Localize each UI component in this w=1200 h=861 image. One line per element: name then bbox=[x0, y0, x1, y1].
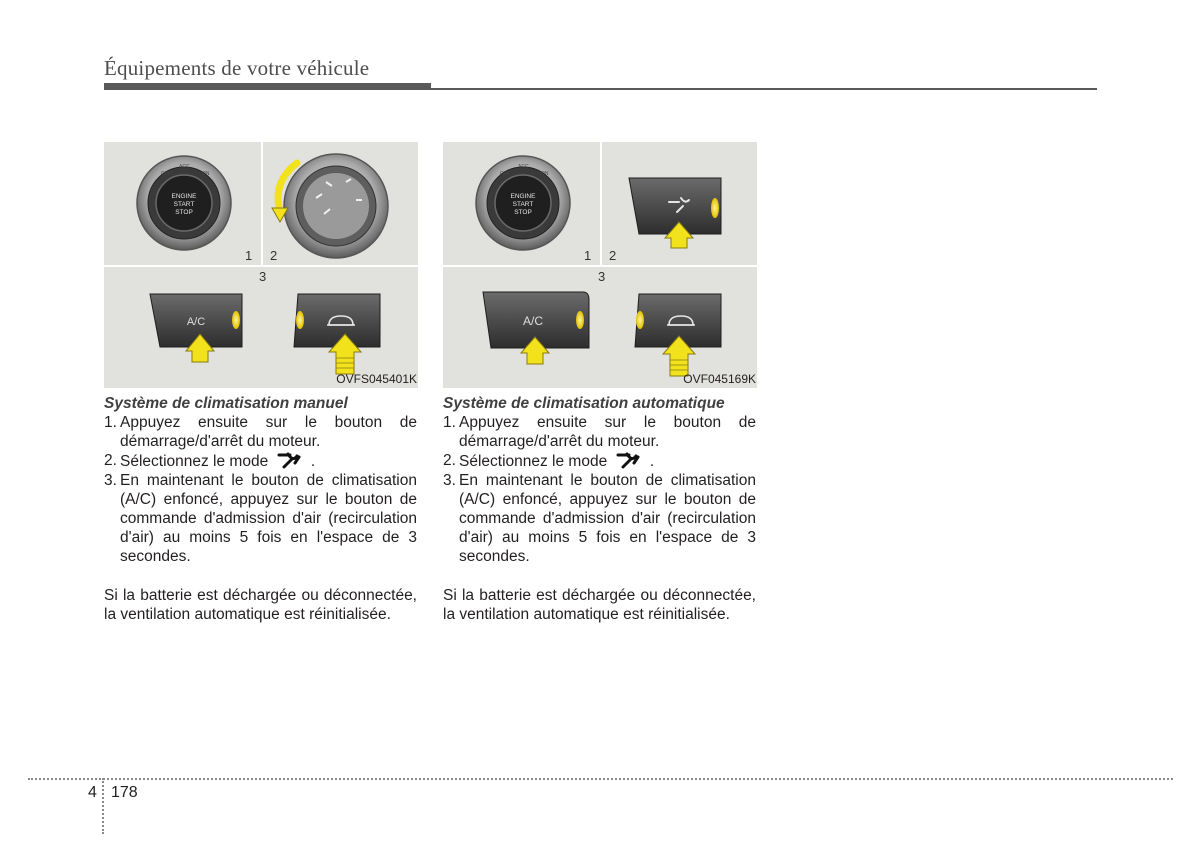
engine-label: ENGINE bbox=[171, 193, 197, 200]
stop-label: STOP bbox=[514, 209, 532, 216]
step-number: 1. bbox=[443, 414, 456, 431]
start-label: START bbox=[173, 201, 195, 208]
page-number: 178 bbox=[111, 784, 138, 801]
figure-code: OVF045169K bbox=[683, 372, 756, 386]
section-automatic bbox=[443, 394, 756, 624]
step-text-after: . bbox=[310, 453, 316, 470]
floor-vent-mode-icon bbox=[275, 451, 305, 469]
battery-note: Si la batterie est déchargée ou déconnectée, la ventilation automatique est réinitialisée. bbox=[443, 587, 756, 623]
step-text bbox=[459, 451, 756, 471]
step-number: 2. bbox=[443, 452, 456, 469]
step-item bbox=[443, 413, 756, 451]
step-item bbox=[443, 451, 756, 471]
off-label: OFF bbox=[161, 171, 171, 177]
header-rule-thin bbox=[431, 88, 1097, 90]
step-text bbox=[120, 451, 417, 471]
step-text-before: Sélectionnez le mode bbox=[459, 453, 608, 470]
page-header-title: Équipements de votre véhicule bbox=[104, 56, 370, 80]
step-text: En maintenant le bouton de climatisation (A/C) enfoncé, appuyez sur le bouton de commande d'admission d'air (recirculation d'air) au moins 5 fois en l'espace de 3 secondes. bbox=[459, 472, 756, 565]
off-label: OFF bbox=[500, 171, 510, 177]
section-subtitle: Système de climatisation manuel bbox=[104, 395, 348, 412]
engine-start-stop-button bbox=[476, 156, 570, 250]
header-rule-thick bbox=[104, 83, 431, 90]
chapter-number: 4 bbox=[88, 784, 97, 801]
section-subtitle: Système de climatisation automatique bbox=[443, 395, 725, 412]
acc-label: ACC bbox=[179, 164, 190, 170]
figure-illustration bbox=[443, 142, 757, 388]
step-text-before: Sélectionnez le mode bbox=[120, 453, 269, 470]
step-number: 3. bbox=[443, 472, 456, 489]
label-1: 1 bbox=[245, 248, 253, 263]
step-item bbox=[104, 471, 417, 566]
acc-label: ACC bbox=[518, 164, 529, 170]
on-label: ON bbox=[202, 171, 210, 177]
battery-note: Si la batterie est déchargée ou déconnectée, la ventilation automatique est réinitialisée. bbox=[104, 587, 417, 623]
step-text-after: . bbox=[649, 453, 655, 470]
steps-list bbox=[443, 413, 756, 566]
label-2: 2 bbox=[609, 248, 617, 263]
step-text: En maintenant le bouton de climatisation (A/C) enfoncé, appuyez sur le bouton de commande d'admission d'air (recirculation d'air) au moins 5 fois en l'espace de 3 secondes. bbox=[120, 472, 417, 565]
step-item bbox=[104, 451, 417, 471]
step-item bbox=[104, 413, 417, 451]
step-number: 1. bbox=[104, 414, 117, 431]
steps-list bbox=[104, 413, 417, 566]
mode-button bbox=[629, 178, 721, 234]
ac-label: A/C bbox=[186, 316, 206, 328]
footer-dotted-divider bbox=[102, 778, 104, 834]
engine-label: ENGINE bbox=[510, 193, 536, 200]
section-manual bbox=[104, 394, 417, 624]
air-recirculation-button bbox=[294, 294, 380, 347]
step-number: 3. bbox=[104, 472, 117, 489]
floor-vent-mode-icon bbox=[614, 451, 644, 469]
figure-code: OVFS045401K bbox=[336, 372, 417, 386]
figure-automatic-climate bbox=[443, 142, 757, 388]
label-3: 3 bbox=[598, 269, 606, 284]
step-text: Appuyez ensuite sur le bouton de démarrage/d'arrêt du moteur. bbox=[459, 414, 756, 450]
footer-dotted-rule bbox=[28, 778, 1173, 780]
figure-manual-climate bbox=[104, 142, 418, 388]
on-label: ON bbox=[541, 171, 549, 177]
step-number: 2. bbox=[104, 452, 117, 469]
ac-label: A/C bbox=[522, 314, 544, 328]
stop-label: STOP bbox=[175, 209, 193, 216]
start-label: START bbox=[512, 201, 534, 208]
step-item bbox=[443, 471, 756, 566]
label-2: 2 bbox=[270, 248, 278, 263]
label-3: 3 bbox=[259, 269, 267, 284]
figure-illustration bbox=[104, 142, 418, 388]
label-1: 1 bbox=[584, 248, 592, 263]
step-text: Appuyez ensuite sur le bouton de démarrage/d'arrêt du moteur. bbox=[120, 414, 417, 450]
engine-start-stop-button bbox=[137, 156, 231, 250]
mode-selector-knob bbox=[284, 154, 388, 258]
